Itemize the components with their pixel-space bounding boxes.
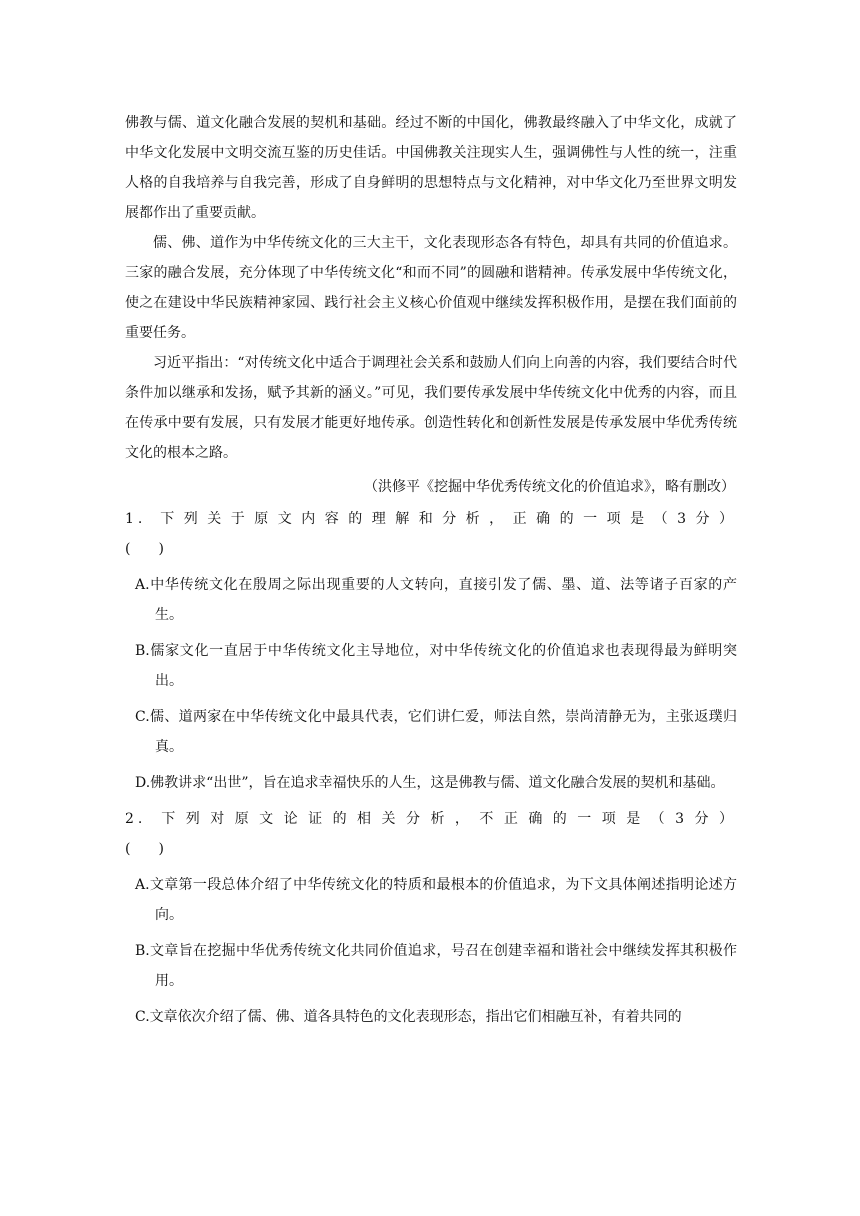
- option-a: A.中华传统文化在殷周之际出现重要的人文转向，直接引发了儒、墨、道、法等诸子百家的产生。: [135, 577, 737, 623]
- question-2: [125, 804, 737, 1032]
- passage-paragraph-2: 儒、佛、道作为中华传统文化的三大主干，文化表现形态各有特色，却具有共同的价值追求。三家的融合发展，充分体现了中华传统文化“和而不同”的圆融和谐精神。传承发展中华传统文化，使之在建设中华民族精神家园、践行社会主义核心价值观中继续发挥积极作用，是摆在我们面前的重要任务。: [125, 235, 737, 341]
- answer-blank: ( ): [125, 841, 164, 857]
- document-page: [125, 108, 737, 1038]
- option-b: B.儒家文化一直居于中华传统文化主导地位，对中华传统文化的价值追求也表现得最为鲜明突出。: [135, 643, 737, 689]
- passage-paragraph-1: 佛教与儒、道文化融合发展的契机和基础。经过不断的中国化，佛教最终融入了中华文化，成就了中华文化发展中文明交流互鉴的历史佳话。中国佛教关注现实人生，强调佛性与人性的统一，注重人格的自我培养与自我完善，形成了自身鲜明的思想特点与文化精神，对中华文化乃至世界文明发展都作出了重要贡献。: [125, 115, 737, 221]
- option-d: D.佛教讲求“出世”，旨在追求幸福快乐的人生，这是佛教与儒、道文化融合发展的契机和基础。: [135, 775, 725, 791]
- option-b: B.文章旨在挖掘中华优秀传统文化共同价值追求，号召在创建幸福和谐社会中继续发挥其积极作用。: [135, 943, 737, 989]
- question-1: [125, 504, 737, 798]
- option-a: A.文章第一段总体介绍了中华传统文化的特质和最根本的价值追求，为下文具体阐述指明论述方向。: [135, 877, 737, 923]
- passage-source: （洪修平《挖掘中华优秀传统文化的价值追求》，略有删改）: [364, 479, 735, 495]
- option-c: C.儒、道两家在中华传统文化中最具代表，它们讲仁爱，师法自然，崇尚清静无为，主张返璞归真。: [135, 709, 737, 755]
- question-stem: 2. 下列对原文论证的相关分析，不正确的一项是（3分）: [125, 811, 737, 827]
- passage-paragraph-3: 习近平指出：“对传统文化中适合于调理社会关系和鼓励人们向上向善的内容，我们要结合时代条件加以继承和发扬，赋予其新的涵义。”可见，我们要传承发展中华传统文化中优秀的内容，而且在传承中要有发展，只有发展才能更好地传承。创造性转化和创新性发展是传承发展中华优秀传统文化的根本之路。: [125, 355, 737, 461]
- option-c: C.文章依次介绍了儒、佛、道各具特色的文化表现形态，指出它们相融互补，有着共同的: [135, 1009, 682, 1025]
- question-stem: 1. 下列关于原文内容的理解和分析，正确的一项是（3分）: [125, 511, 737, 527]
- answer-blank: ( ): [125, 541, 164, 557]
